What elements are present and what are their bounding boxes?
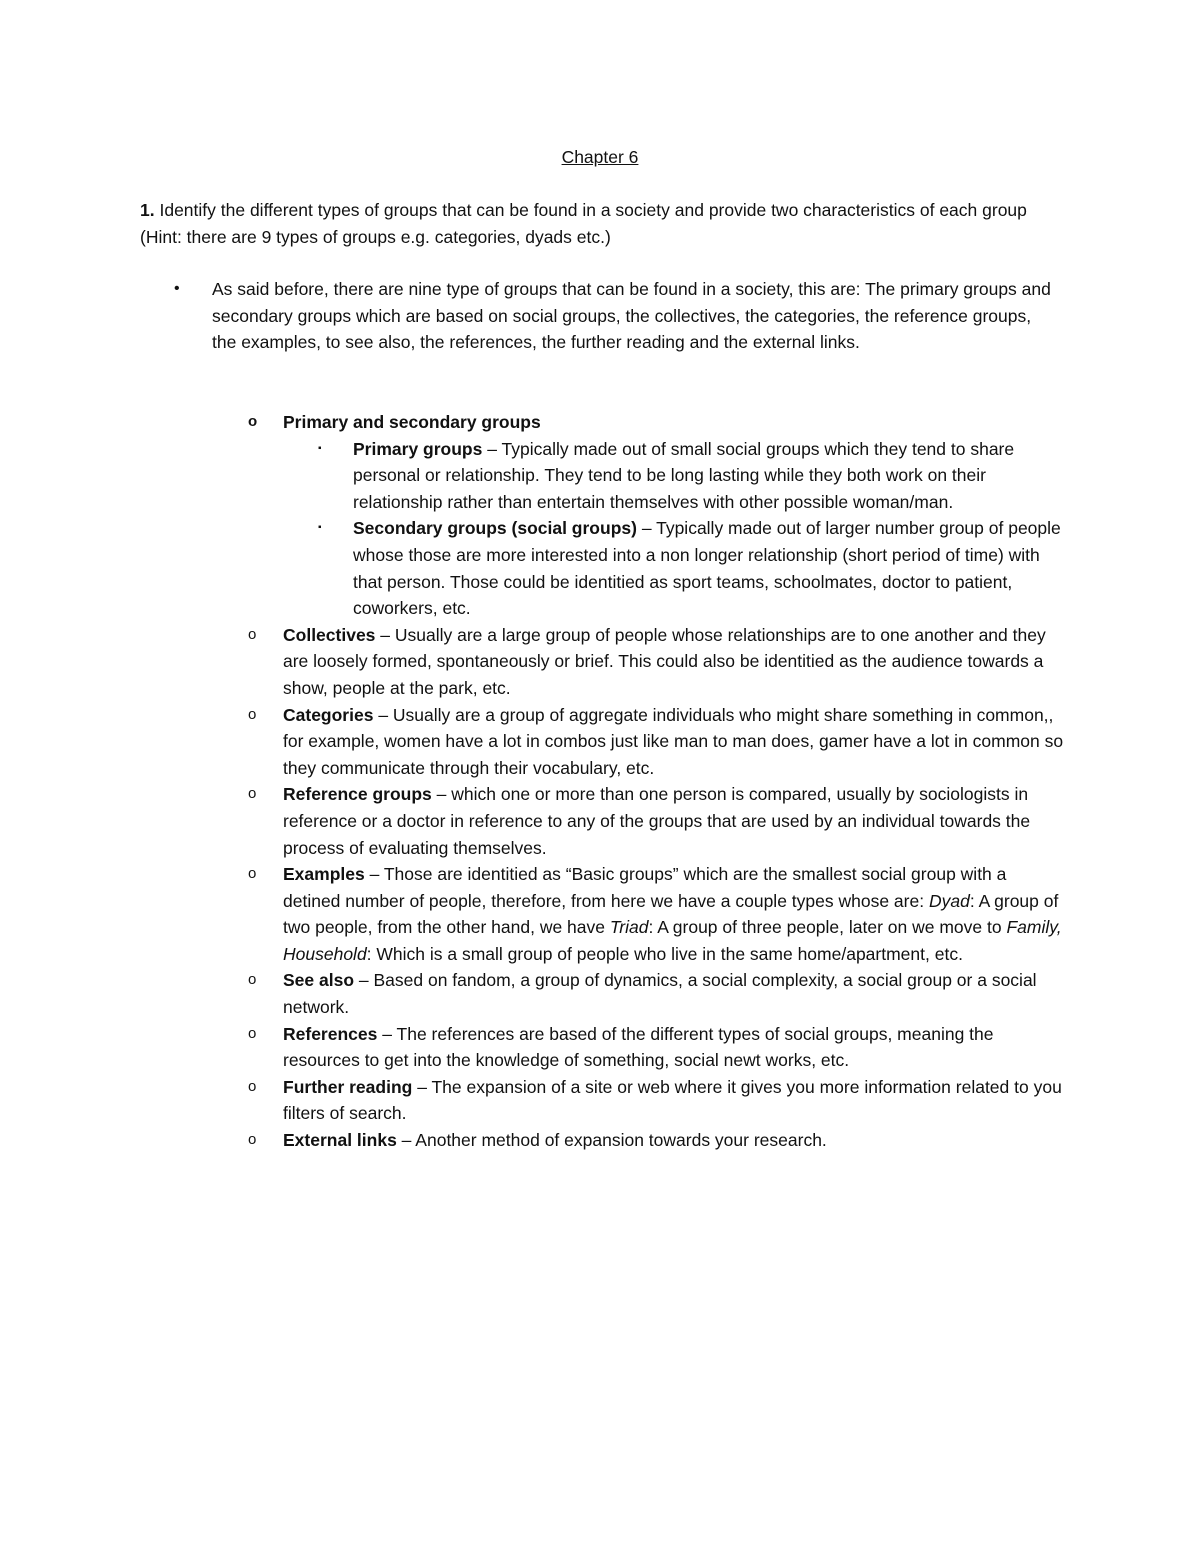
- secondary-groups-term: Secondary groups (social groups): [353, 518, 637, 539]
- examples-text-b: : A group of two people, from the other hand, we have: [283, 890, 1059, 938]
- answer-list: [0, 276, 1200, 356]
- primary-groups-text: – Typically made out of small social groups which they tend to share personal or relationship. They tend to be long lasting while they both work on their relationship rather than entertain themselves with other possible woman/man.: [353, 438, 1015, 512]
- collectives-term: Collectives: [283, 624, 376, 645]
- dyad-term: Dyad: [928, 890, 970, 911]
- examples-text-c: : A group of three people, later on we move to: [648, 917, 1007, 938]
- reference-groups-term: Reference groups: [283, 784, 432, 805]
- categories-term: Categories: [283, 704, 374, 725]
- family-household-term: Family, Household: [283, 917, 1062, 964]
- further-reading-text: – The expansion of a site or web where it gives you more information related to you filters of search.: [283, 1076, 1062, 1124]
- list-item-primary-groups: [0, 436, 1200, 516]
- examples-text-d: : Which is a small group of people who live in the same home/apartment, etc.: [366, 943, 963, 964]
- references-text: – The references are based of the different types of social groups, meaning the resources to get into the knowledge of something, social newt works, etc.: [283, 1023, 994, 1071]
- secondary-groups-text: – Typically made out of larger number group of people whose those are more interested into a non longer relationship (short period of time) with that person. Those could be identitied as sport teams, schoolmates, doctor to patient, coworkers, etc.: [353, 518, 1061, 619]
- see-also-term: See also: [283, 970, 355, 991]
- circle-bullet-icon: o: [248, 705, 257, 723]
- references-term: References: [283, 1023, 378, 1044]
- see-also-text: – Based on fandom, a group of dynamics, a social complexity, a social group or a social network.: [283, 970, 1037, 1018]
- circle-bullet-icon: o: [248, 1077, 257, 1095]
- examples-term: Examples: [283, 864, 365, 885]
- question-text: Identify the different types of groups that can be found in a society and provide two characteristics of each group (Hint: there are 9 types of groups e.g. categories, dyads etc.): [140, 200, 1027, 247]
- primary-groups-term: Primary groups: [353, 438, 483, 459]
- answer-intro-text: As said before, there are nine type of groups that can be found in a society, this are: The primary groups and secondary groups which are based on social groups, the collectives, the categories, the reference groups, the examples, to see also, the references, the further reading and the external links.: [212, 279, 1051, 353]
- reference-groups-text: – which one or more than one person is compared, usually by sociologists in reference or a doctor in reference to any of the groups that are used by an individual towards the process of evaluating themselves.: [283, 784, 1031, 858]
- circle-bullet-icon: o: [248, 1131, 257, 1149]
- page-title: Chapter 6: [561, 147, 639, 167]
- square-bullet-icon: ▪: [318, 522, 322, 534]
- triad-term: Triad: [609, 917, 649, 938]
- circle-bullet-icon: o: [248, 413, 258, 430]
- list-item-examples: [0, 861, 1200, 967]
- square-bullet-icon: ▪: [318, 442, 322, 454]
- circle-bullet-icon: o: [248, 1024, 257, 1042]
- list-item-secondary-groups: [0, 515, 1200, 621]
- question-number: 1.: [140, 200, 155, 220]
- further-reading-term: Further reading: [283, 1076, 413, 1097]
- categories-text: – Usually are a group of aggregate individuals who might share something in common,, for example, women have a lot in combos just like man to man does, gamer have a lot in common so they communicate through their vocabulary, etc.: [283, 704, 1064, 778]
- list-item-references: [0, 1021, 1200, 1074]
- list-item-categories: [0, 702, 1200, 782]
- external-links-term: External links: [283, 1130, 397, 1151]
- answer-intro-item: [0, 276, 1200, 356]
- collectives-text: – Usually are a large group of people whose relationships are to one another and they are loosely formed, spontaneously or brief. This could also be identitied as the audience towards a show, people at the park, etc.: [283, 624, 1046, 698]
- circle-bullet-icon: o: [248, 865, 257, 883]
- examples-text-a: – Those are identitied as “Basic groups” which are the smallest social group with a detined number of people, therefore, from here we have a couple types whose are:: [283, 864, 1007, 911]
- list-item-reference-groups: [0, 781, 1200, 861]
- list-item-primary-secondary: [0, 409, 1200, 436]
- bullet-icon: •: [174, 280, 180, 297]
- list-item-external-links: [0, 1127, 1200, 1154]
- circle-bullet-icon: o: [248, 625, 257, 643]
- list-item-further-reading: [0, 1074, 1200, 1127]
- circle-bullet-icon: o: [248, 971, 257, 989]
- list-item-collectives: [0, 622, 1200, 702]
- external-links-text: – Another method of expansion towards your research.: [396, 1130, 827, 1151]
- primary-secondary-heading: Primary and secondary groups: [283, 412, 541, 432]
- list-item-see-also: [0, 967, 1200, 1020]
- question-prompt: [140, 197, 1070, 250]
- circle-bullet-icon: o: [248, 785, 257, 803]
- group-types-list: [0, 409, 1200, 1154]
